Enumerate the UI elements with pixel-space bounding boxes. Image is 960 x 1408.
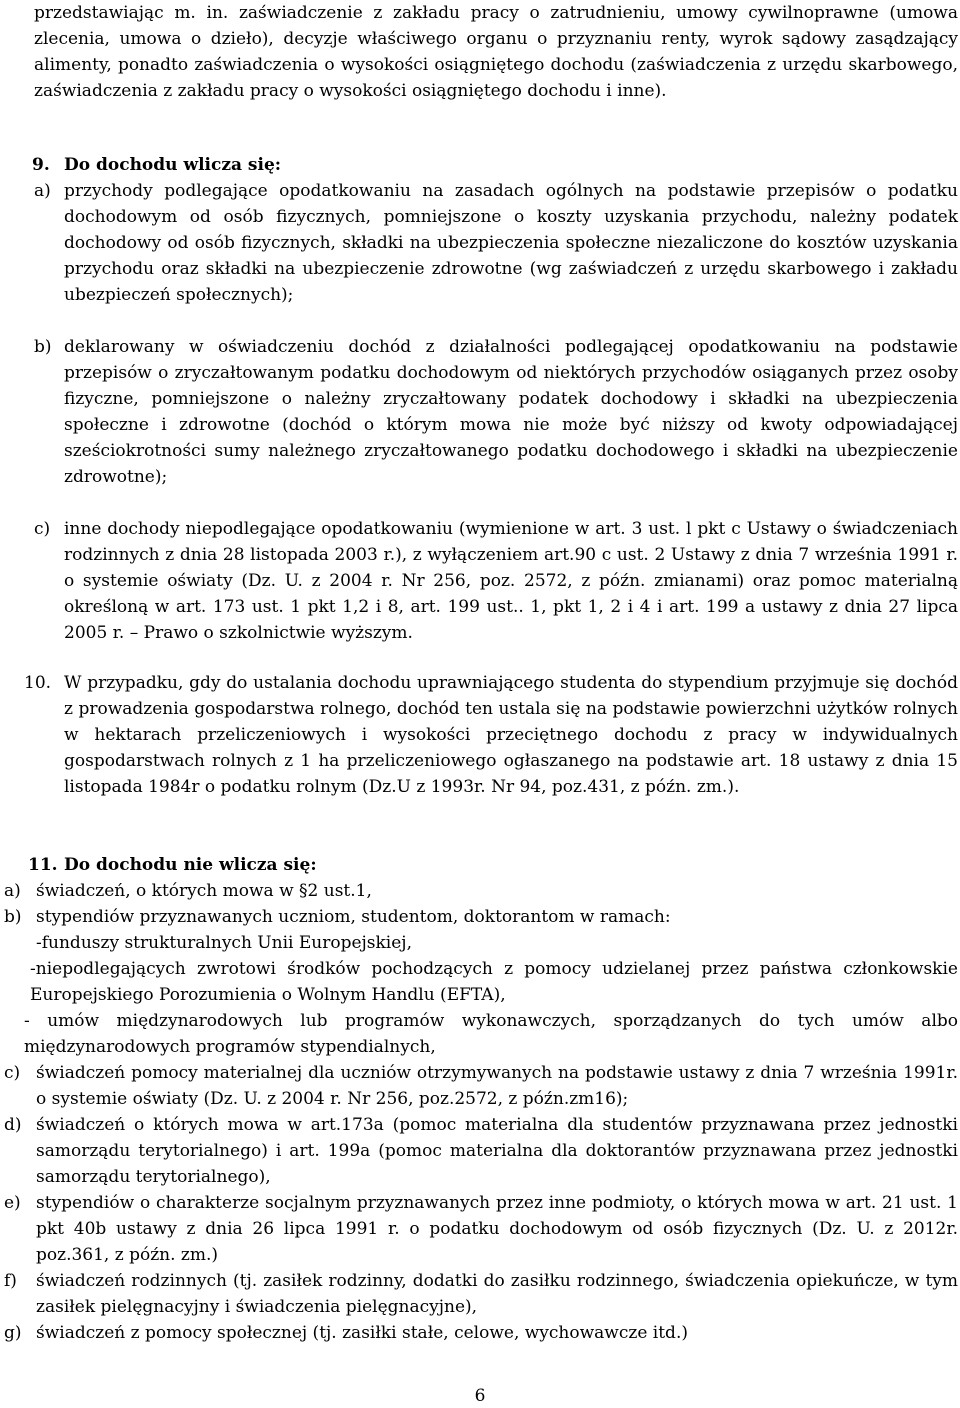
section-9-a-text: przychody podlegające opodatkowaniu na zasadach ogólnych na podstawie przepisów o podatku dochodowym od osób fizycznych, pomniejszone o koszty uzyskania przychodu, należny podatek dochodowy od osób fizycznych, składki na ubezpieczenia społeczne niezaliczone do kosztów uzyskania przychodu oraz składki na ubezpieczenie zdrowotne (wg zaświadczeń z urzędu skarbowego i zakładu ubezpieczeń społecznych);: [64, 181, 958, 305]
section-9-a-label: a): [34, 181, 51, 201]
exclusion-label: f): [4, 1271, 17, 1291]
exclusion-subitem: -niepodlegających zwrotowi środków pochodzących z pomocy udzielanej przez państwa członkowskie Europejskiego Porozumienia o Wolnym Handlu (EFTA),: [30, 959, 958, 1005]
intro-paragraph: przedstawiając m. in. zaświadczenie z zakładu pracy o zatrudnieniu, umowy cywilnoprawne (umowa zlecenia, umowa o dzieło), decyzje właściwego organu o przyznaniu renty, wyrok sądowy zasądzający alimenty, ponadto zaświadczenia o wysokości osiągniętego dochodu (zaświadczenia z urzędu skarbowego, zaświadczenia z zakładu pracy o wysokości osiągniętego dochodu i inne).: [34, 3, 958, 101]
page-number: 6: [474, 1386, 486, 1406]
section-9-number: 9.: [32, 155, 50, 175]
exclusion-item: świadczeń, o których mowa w §2 ust.1,: [36, 881, 372, 901]
exclusion-item: świadczeń pomocy materialnej dla uczniów otrzymywanych na podstawie ustawy z dnia 7 września 1991r. o systemie oświaty (Dz. U. z 2004 r. Nr 256, poz.2572, z późn.zm16);: [36, 1063, 958, 1109]
section-9-c-label: c): [34, 519, 51, 539]
exclusion-item: stypendiów o charakterze socjalnym przyznawanych przez inne podmioty, o których mowa w art. 21 ust. 1 pkt 40b ustawy z dnia 26 lipca 1991 r. o podatku dochodowym od osób fizycznych (Dz. U. z 2012r. poz.361, z późn. zm.): [36, 1193, 958, 1265]
section-10-text: W przypadku, gdy do ustalania dochodu uprawniającego studenta do stypendium przyjmuje się dochód z prowadzenia gospodarstwa rolnego, dochód ten ustala się na podstawie powierzchni użytków rolnych w hektarach przeliczeniowych i wysokości przeciętnego dochodu z pracy w indywidualnych gospodarstwach rolnych z 1 ha przeliczeniowego ogłaszanego na podstawie art. 18 ustawy z dnia 15 listopada 1984r o podatku rolnym (Dz.U z 1993r. Nr 94, poz.431, z późn. zm.).: [64, 673, 958, 797]
section-9-b-label: b): [34, 337, 52, 357]
exclusion-label: b): [4, 907, 22, 927]
exclusion-item: świadczeń z pomocy społecznej (tj. zasiłki stałe, celowe, wychowawcze itd.): [36, 1323, 688, 1343]
section-11-heading: Do dochodu nie wlicza się:: [64, 855, 317, 875]
exclusion-label: g): [4, 1323, 22, 1343]
exclusion-label: c): [4, 1063, 21, 1083]
exclusion-label: d): [4, 1115, 22, 1135]
exclusion-item: świadczeń rodzinnych (tj. zasiłek rodzinny, dodatki do zasiłku rodzinnego, świadczenia opiekuńcze, w tym zasiłek pielęgnacyjny i świadczenia pielęgnacyjne),: [36, 1271, 958, 1317]
section-9-heading: Do dochodu wlicza się:: [64, 155, 282, 175]
exclusion-subitem: -funduszy strukturalnych Unii Europejskiej,: [36, 933, 412, 953]
exclusion-label: e): [4, 1193, 21, 1213]
section-9-b-text: deklarowany w oświadczeniu dochód z działalności podlegającej opodatkowaniu na podstawie przepisów o zryczałtowanym podatku dochodowym od niektórych przychodów osiąganych przez osoby fizyczne, pomniejszone o należny zryczałtowany podatek dochodowy i składki na ubezpieczenia społeczne i zdrowotne (dochód o którym mowa nie może być niższy od kwoty odpowiadającej sześciokrotności sumy należnego zryczałtowanego podatku dochodowego i składki na ubezpieczenie zdrowotne);: [64, 337, 958, 487]
exclusion-item: świadczeń o których mowa w art.173a (pomoc materialna dla studentów przyznawana przez jednostki samorządu terytorialnego) i art. 199a (pomoc materialna dla doktorantów przyznawana przez jednostki samorządu terytorialnego),: [36, 1115, 958, 1187]
section-11-number: 11.: [28, 855, 58, 875]
section-9-c-text: inne dochody niepodlegające opodatkowaniu (wymienione w art. 3 ust. l pkt c Ustawy o świadczeniach rodzinnych z dnia 28 listopada 2003 r.), z wyłączeniem art.90 c ust. 2 Ustawy z dnia 7 września 1991 r. o systemie oświaty (Dz. U. z 2004 r. Nr 256, poz. 2572, z późn. zmianami) oraz pomoc materialną określoną w art. 173 ust. 1 pkt 1,2 i 8, art. 199 ust.. 1, pkt 1, 2 i 4 i art. 199 a ustawy z dnia 27 lipca 2005 r. – Prawo o szkolnictwie wyższym.: [64, 519, 958, 643]
section-10-number: 10.: [24, 673, 52, 693]
exclusion-item: stypendiów przyznawanych uczniom, studentom, doktorantom w ramach:: [36, 907, 671, 927]
exclusion-subitem: - umów międzynarodowych lub programów wykonawczych, sporządzanych do tych umów albo międzynarodowych programów stypendialnych,: [24, 1011, 958, 1057]
exclusion-label: a): [4, 881, 21, 901]
